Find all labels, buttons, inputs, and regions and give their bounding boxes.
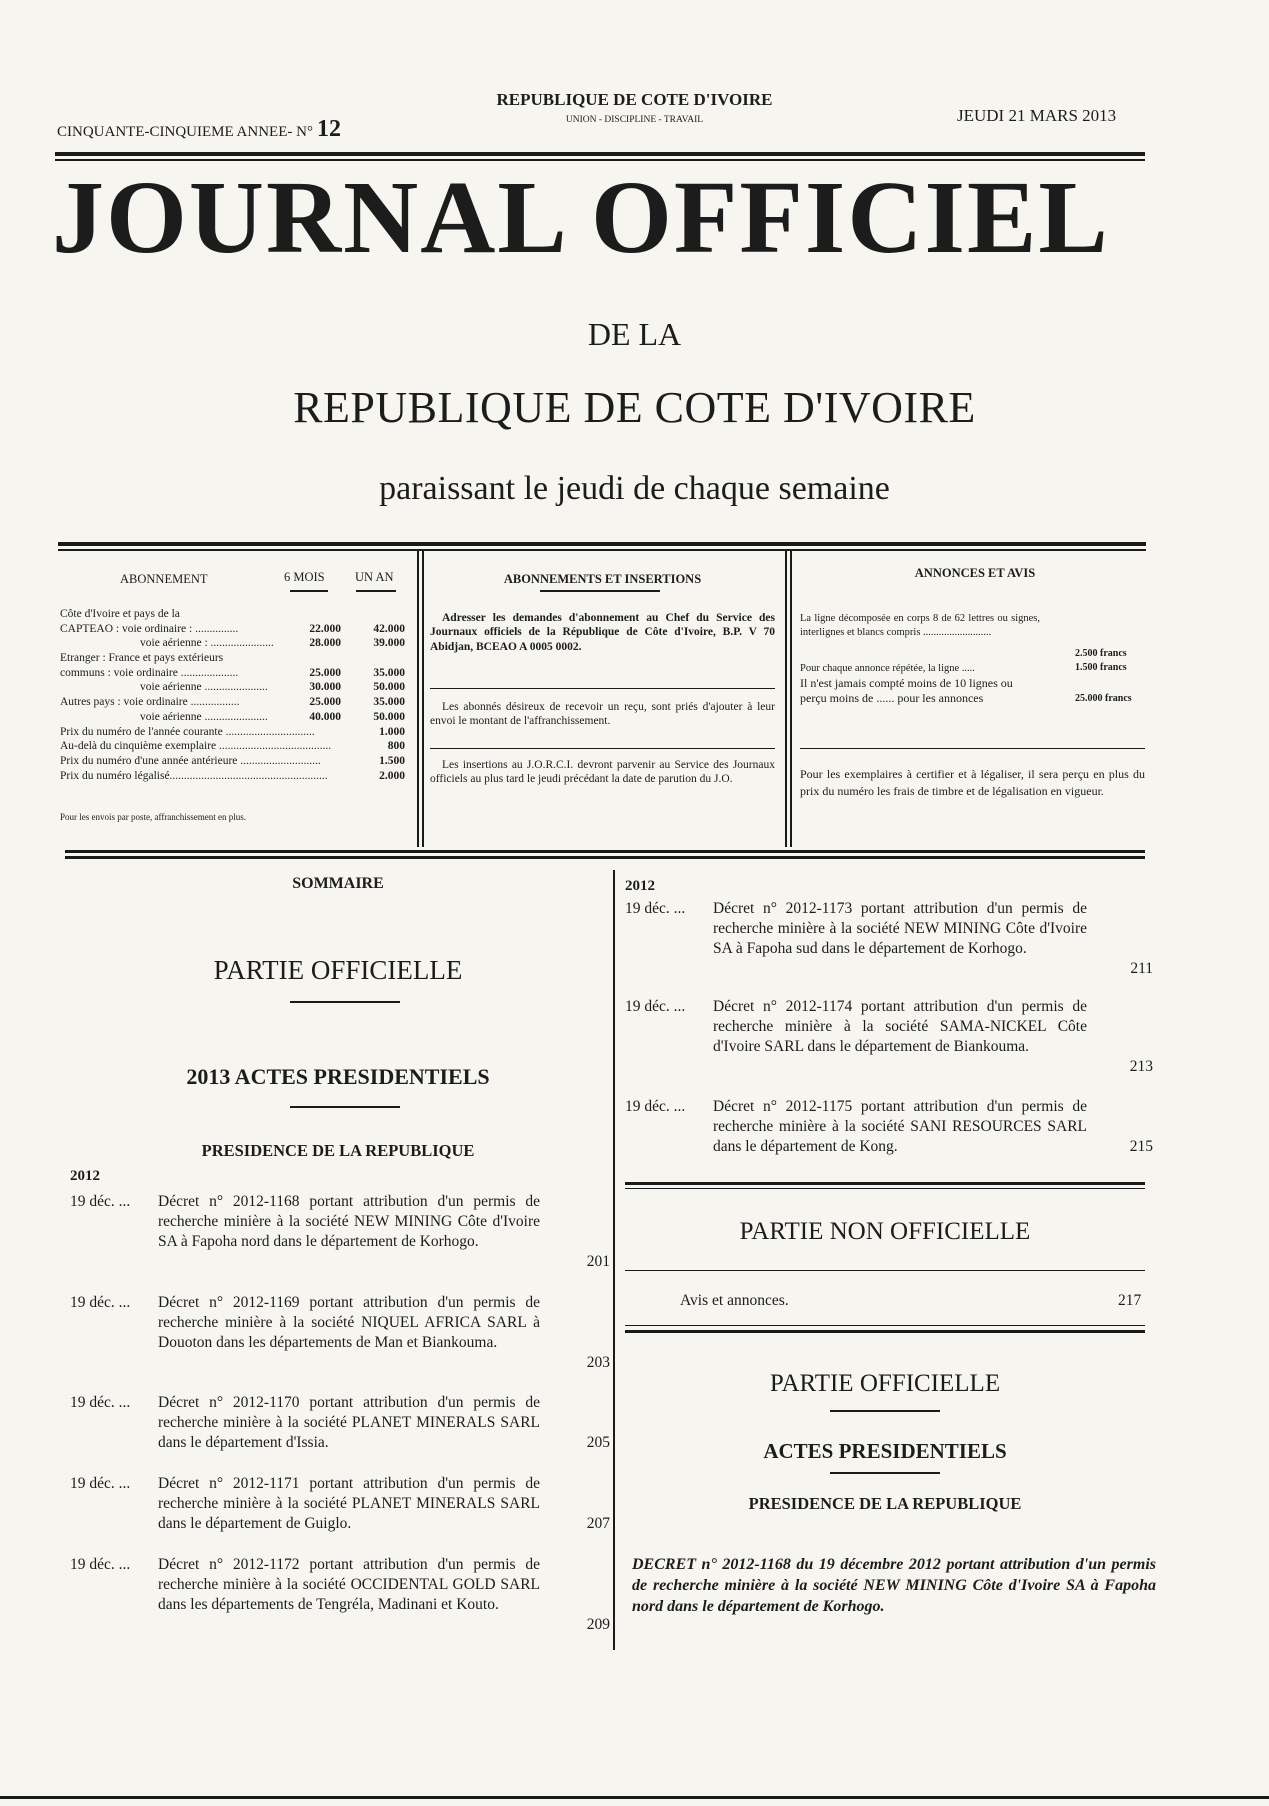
masthead-republic: REPUBLIQUE DE COTE D'IVOIRE [496, 90, 773, 109]
toc-entry-text: Décret n° 2012-1173 portant attribution d'un permis de recherche minière à la société NEW MINING Côte d'Ivoire SA à Fapoha sud dans le département de Korhogo. [713, 900, 1087, 957]
info-divider-1b [422, 551, 424, 847]
subscription-row-6mois: 30.000 [309, 681, 341, 694]
subscription-row-6mois: 25.000 [309, 666, 341, 679]
insertions-rule-1 [430, 688, 775, 689]
subscription-row-label: Côte d'Ivoire et pays de la [60, 608, 180, 620]
subscription-row-6mois: 25.000 [309, 696, 341, 709]
avis-annonces-page: 217 [1118, 1292, 1142, 1309]
toc-entry-text: Décret n° 2012-1169 portant attribution d'un permis de recherche minière à la société NIQUEL AFRICA SARL à Douoton dans les départements de Man et Biankouma. [158, 1294, 540, 1351]
col-un-an: UN AN [355, 570, 394, 584]
toc-entry-text: Décret n° 2012-1170 portant attribution d'un permis de recherche minière à la société PLANET MINERALS SARL dans le département d'Issia. [158, 1394, 540, 1451]
avis-annonces-entry: Avis et annonces. [680, 1292, 789, 1309]
body-rule-1 [830, 1410, 940, 1412]
subscription-row [60, 770, 405, 785]
actes-rule [290, 1106, 400, 1108]
insertions-header-rule [540, 590, 660, 592]
subscription-row-label: Au-delà du cinquième exemplaire ....................................... [60, 740, 332, 753]
toc-entry-page: 205 [586, 1434, 610, 1451]
annonces-minimum: Il n'est jamais compté moins de 10 lignes ou perçu moins de ...... pour les annonces [800, 676, 1013, 705]
subscription-row [60, 696, 405, 711]
subscription-table [60, 608, 405, 784]
info-rule-bottom2 [65, 856, 1145, 859]
sommaire-title: SOMMAIRE [292, 875, 384, 892]
annonces-price-3: 25.000 francs [1075, 693, 1132, 704]
subscription-row [60, 711, 405, 726]
subscription-row-label: voie aérienne ...................... [140, 681, 268, 694]
insertions-header: ABONNEMENTS ET INSERTIONS [503, 572, 702, 586]
subscription-row [60, 681, 405, 696]
body-partie-officielle: PARTIE OFFICIELLE [769, 1370, 1001, 1397]
subscription-row [60, 667, 405, 682]
column-divider [613, 870, 615, 1650]
partie-officielle-heading: PARTIE OFFICIELLE [213, 955, 463, 985]
subscription-row-label: voie aérienne ...................... [140, 710, 268, 723]
toc-entry-page: 215 [1129, 1138, 1153, 1155]
header-rule-top [55, 152, 1145, 156]
info-divider-2 [785, 551, 787, 847]
journal-title: JOURNAL OFFICIEL [52, 160, 1110, 275]
issue-date: JEUDI 21 MARS 2013 [957, 106, 1117, 125]
toc-entry-date: 19 déc. ... [625, 900, 686, 917]
annonces-header: ANNONCES ET AVIS [914, 566, 1036, 580]
subscription-row-1an: 35.000 [373, 696, 405, 709]
insertions-receipt: Les abonnés désireux de recevoir un reçu, sont priés d'ajouter à leur envoi le montant de l'affranchissement. [430, 701, 775, 728]
subscription-row [60, 637, 405, 652]
subtitle-country: REPUBLIQUE DE COTE D'IVOIRE [293, 383, 976, 432]
toc-entry-date: 19 déc. ... [625, 998, 686, 1015]
right-rule-3 [625, 1325, 1145, 1326]
subscription-row-label: Prix du numéro de l'année courante ............................... [60, 725, 315, 738]
annonces-price-2: 1.500 francs [1075, 662, 1127, 673]
body-rule-2 [830, 1472, 940, 1474]
subscription-row-label: Prix du numéro légalisé....................................................... [60, 769, 328, 782]
toc-entry-date: 19 déc. ... [70, 1294, 131, 1311]
annonces-price-1: 2.500 francs [1075, 648, 1127, 659]
subscription-row-6mois: 40.000 [309, 710, 341, 723]
col-6-mois: 6 MOIS [284, 570, 325, 584]
toc-entry-text: Décret n° 2012-1174 portant attribution d'un permis de recherche minière à la société SAMA-NICKEL Côte d'Ivoire SARL dans le département de Biankouma. [713, 998, 1087, 1055]
subscription-row [60, 755, 405, 770]
info-rule-top2 [58, 549, 1146, 551]
subscription-row-label: Prix du numéro d'une année antérieure ............................ [60, 754, 321, 767]
subscription-row-label: CAPTEAO : voie ordinaire : ............... [60, 622, 239, 635]
annonces-legalisation: Pour les exemplaires à certifier et à légaliser, il sera perçu en plus du prix du numéro les frais de timbre et de légalisation en vigueur. [800, 767, 1145, 798]
subscription-row-label: Autres pays : voie ordinaire ................. [60, 696, 240, 709]
info-rule-bottom [65, 850, 1145, 853]
subscription-row-6mois: 22.000 [309, 622, 341, 635]
insertions-deadline: Les insertions au J.O.R.C.I. devront parvenir au Service des Journaux officiels au plus tard le jeudi précédant la date de parution du J.O. [430, 759, 775, 786]
toc-entry-date: 19 déc. ... [70, 1394, 131, 1411]
toc-entry-page: 203 [586, 1354, 610, 1371]
col-underline-2 [356, 590, 396, 592]
issue-prefix: CINQUANTE-CINQUIEME ANNEE- N° [57, 124, 313, 140]
subscription-row [60, 740, 405, 755]
publication-frequency: paraissant le jeudi de chaque semaine [379, 470, 890, 507]
toc-entry-text: Décret n° 2012-1175 portant attribution d'un permis de recherche minière à la société SANI RESOURCES SARL dans le département de Kong. [713, 1098, 1087, 1155]
subscription-row [60, 726, 405, 741]
subscription-header: ABONNEMENT [120, 572, 208, 586]
toc-entry-text: Décret n° 2012-1168 portant attribution d'un permis de recherche minière à la société NEW MINING Côte d'Ivoire SA à Fapoha nord dans le département de Korhogo. [158, 1193, 540, 1250]
presidence-heading: PRESIDENCE DE LA REPUBLIQUE [201, 1141, 475, 1160]
info-divider-1 [417, 551, 419, 847]
subscription-row-1an: 35.000 [373, 666, 405, 679]
partie-non-officielle-heading: PARTIE NON OFFICIELLE [739, 1218, 1031, 1245]
issue-num: 12 [316, 116, 341, 142]
subscription-row-1an: 1.500 [379, 754, 405, 767]
info-divider-2b [790, 551, 792, 847]
subscription-footnote: Pour les envois par poste, affranchissement en plus. [60, 812, 247, 822]
col-underline-1 [290, 590, 328, 592]
actes-presidentiels-heading: 2013 ACTES PRESIDENTIELS [186, 1064, 490, 1089]
toc-entry-date: 19 déc. ... [70, 1193, 131, 1210]
subscription-row-label: communs : voie ordinaire .................... [60, 666, 239, 679]
partie-officielle-rule [290, 1001, 400, 1003]
info-rule-top [58, 542, 1146, 546]
masthead-motto: UNION - DISCIPLINE - TRAVAIL [565, 115, 704, 125]
insertions-address: Adresser les demandes d'abonnement au Chef du Service des Journaux officiels de la République de Côte d'Ivoire, B.P. V 70 Abidjan, BCEAO A 0005 0002. [430, 612, 775, 653]
subscription-row [60, 623, 405, 638]
toc-entry-date: 19 déc. ... [70, 1475, 131, 1492]
subtitle-de-la: DE LA [587, 316, 682, 352]
page-bottom-edge [0, 1796, 1269, 1799]
subscription-row-1an: 50.000 [373, 710, 405, 723]
right-rule-1 [625, 1182, 1145, 1185]
toc-entry-page: 211 [1130, 960, 1153, 977]
toc-entry-page: 201 [586, 1253, 610, 1270]
insertions-rule-2 [430, 748, 775, 749]
right-rule-3b [625, 1330, 1145, 1333]
issue-number [57, 116, 341, 143]
subscription-row-1an: 50.000 [373, 681, 405, 694]
body-presidence: PRESIDENCE DE LA REPUBLIQUE [748, 1494, 1022, 1513]
subscription-row-1an: 2.000 [379, 769, 405, 782]
subscription-row [60, 608, 405, 623]
toc-entry-text: Décret n° 2012-1172 portant attribution d'un permis de recherche minière à la société OCCIDENTAL GOLD SARL dans les départements de Tengréla, Madinani et Kouto. [158, 1556, 540, 1613]
annonces-rule [800, 748, 1145, 749]
subscription-row-label: Etranger : France et pays extérieurs [60, 652, 224, 665]
subscription-row-1an: 800 [387, 740, 405, 753]
right-rule-1b [625, 1188, 1145, 1189]
toc-entry-page: 207 [586, 1515, 610, 1532]
toc-entry-page: 213 [1129, 1058, 1153, 1075]
subscription-row-6mois: 28.000 [309, 637, 341, 650]
right-rule-2 [625, 1270, 1145, 1271]
subscription-row-1an: 42.000 [373, 622, 405, 635]
year-label-left: 2012 [70, 1168, 100, 1184]
annonces-repeat: Pour chaque annonce répétée, la ligne ..... [800, 663, 975, 674]
subscription-row-1an: 39.000 [373, 637, 405, 650]
toc-entry-page: 209 [586, 1616, 610, 1633]
subscription-row-label: voie aérienne : ...................... [140, 637, 274, 650]
body-actes-presidentiels: ACTES PRESIDENTIELS [763, 1439, 1007, 1463]
subscription-row-1an: 1.000 [379, 725, 405, 738]
toc-entry-date: 19 déc. ... [70, 1556, 131, 1573]
decret-title: DECRET n° 2012-1168 du 19 décembre 2012 portant attribution d'un permis de recherche minière à la société NEW MINING Côte d'Ivoire SA à Fapoha nord dans le département de Korhogo. [632, 1556, 1156, 1615]
annonces-line-rate: La ligne décomposée en corps 8 de 62 lettres ou signes, interlignes et blancs compris .......................... [800, 613, 1040, 638]
toc-entry-date: 19 déc. ... [625, 1098, 686, 1115]
subscription-row [60, 652, 405, 667]
year-label-right: 2012 [625, 878, 655, 894]
toc-entry-text: Décret n° 2012-1171 portant attribution d'un permis de recherche minière à la société PLANET MINERALS SARL dans le département de Guiglo. [158, 1475, 540, 1532]
